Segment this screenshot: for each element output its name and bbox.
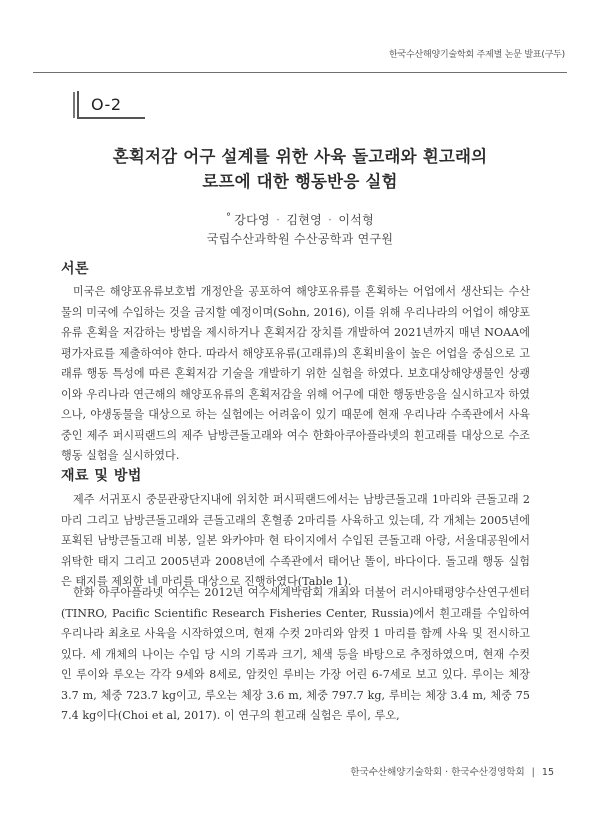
author-name: 이석형 xyxy=(338,213,375,227)
paper-title-line-1: 혼획저감 어구 설계를 위한 사육 돌고래와 흰고래의 xyxy=(112,147,488,166)
author-list xyxy=(0,208,600,230)
author-affiliation: 국립수산과학원 수산공학과 연구원 xyxy=(206,232,394,246)
author-separator: · xyxy=(276,213,281,227)
paper-title xyxy=(0,144,600,194)
author-separator: · xyxy=(328,213,333,227)
methods-paragraph-2: 한화 아쿠아플라넷 여수는 2012년 여수세계박람회 개최와 더불어 러시아태평양수산연구센터(TINRO, Pacific Scientific Research Fisheries Center, Russia)에서 흰고래를 수입하여 우리나라 최초로 사육을 시작하였으며, 현재 수컷 2마리와 암컷 1 마리를 함께 사육 및 전시하고 있다. 세 개체의 나이는 수입 당 시의 기록과 크기, 체색 등을 바탕으로 추정하였으며, 현재 수컷인 루이와 루오는 각각 9세와 8세로, 암컷인 루비는 가장 어린 6-7세로 보고 있다. 루이는 체장 3.7 m, 체중 723.7 kg이고, 루오는 체장 3.6 m, 체중 797.7 kg, 루비는 체장 3.4 m, 체중 757.4 kg이다(Choi et al, 2017). 이 연구의 흰고래 실험은 루이, 루오, xyxy=(61,586,530,722)
paper-title-line-2: 로프에 대한 행동반응 실험 xyxy=(202,172,398,191)
footer-separator: | xyxy=(531,767,535,778)
introduction-paragraph: 미국은 해양포유류보호법 개정안을 공포하여 해양포유류를 혼획하는 어업에서 생산되는 수산물의 미국에 수입하는 것을 금지할 예정이며(Sohn, 2016), 이를 위해 우리나라의 어업이 해양포유류 혼획을 저감하는 방법을 제시하거나 혼획저감 장치를 개발하여 2021년까지 매년 NOAA에 평가자료를 제출하여야 한다. 따라서 해양포유류(고래류)의 혼획비율이 높은 어업을 중심으로 고래류 행동 특성에 따른 혼획저감 기술을 개발하기 위한 실험을 하였다. 보호대상해양생물인 상괭이와 우리나라 연근해의 해양포유류의 혼획저감을 위해 어구에 대한 행동반응을 실시하고자 하였으나, 야생동물을 대상으로 하는 실험에는 어려움이 있기 때문에 현재 우리나라 수족관에서 사육 중인 제주 퍼시픽랜드의 제주 남방큰돌고래와 여수 한화아쿠아플라넷의 흰고래를 대상으로 수조 행동 실험을 실시하였다. xyxy=(61,285,530,462)
section-heading-methods: 재료 및 방법 xyxy=(61,468,142,484)
author-block xyxy=(0,208,600,249)
presenter-mark: ° xyxy=(225,212,232,223)
section-heading-introduction: 서론 xyxy=(61,261,90,277)
page-number: 15 xyxy=(541,767,554,778)
running-head: 한국수산해양기술학회 주제별 논문 발표(구두) xyxy=(389,50,565,60)
footer-societies: 한국수산해양기술학회 · 한국수산경영학회 xyxy=(350,767,525,778)
header-rule xyxy=(33,72,567,73)
author-name: 김현영 xyxy=(286,213,322,227)
methods-paragraph-1: 제주 서귀포시 중문관광단지내에 위치한 퍼시픽랜드에서는 남방큰돌고래 1마리와 큰돌고래 2마리 그리고 남방큰돌고래와 큰돌고래의 혼혈종 2마리를 사육하고 있는데, 각 개체는 2005년에 포획된 남방큰돌고래 비봉, 일본 와카야마 현 타이지에서 수입된 큰돌고래 아랑, 서울대공원에서 위탁한 태지 그리고 2005년과 2008년에 수족관에서 태어난 똘이, 바다이다. 돌고래 행동 실험은 태지를 제외한 네 마리를 대상으로 진행하였다(Table 1). xyxy=(61,493,530,588)
session-badge: O-2 xyxy=(77,91,145,119)
author-name: 강다영 xyxy=(234,213,270,227)
page-footer xyxy=(350,764,554,778)
